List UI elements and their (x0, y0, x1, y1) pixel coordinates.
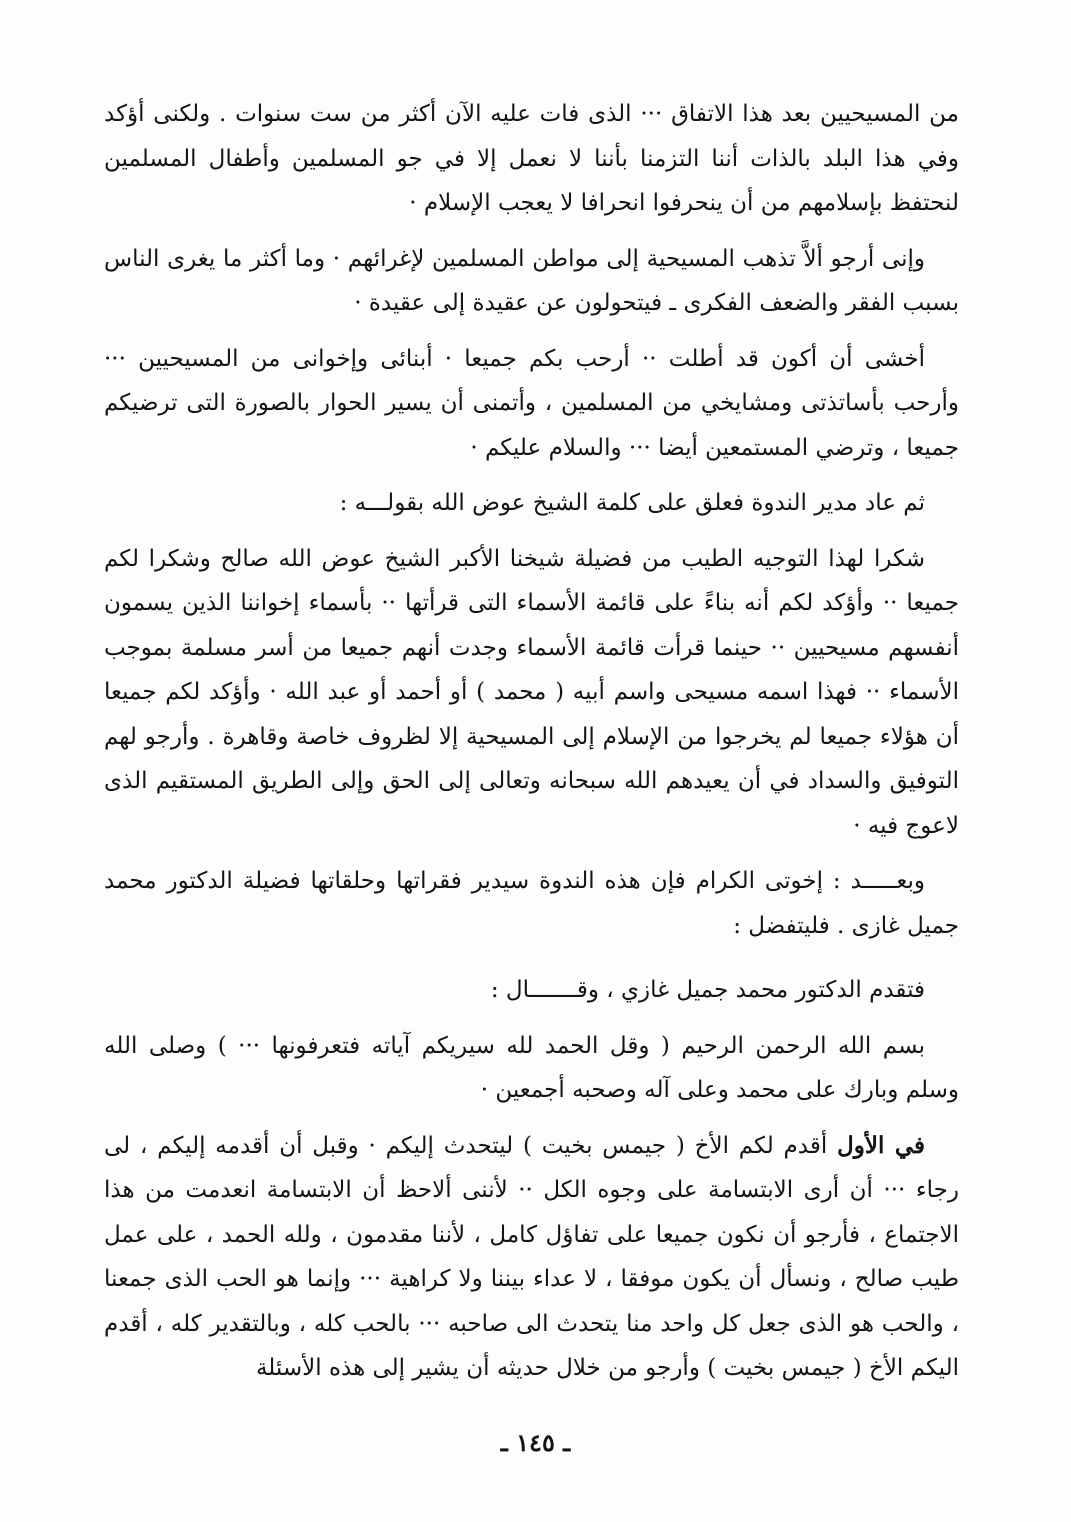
paragraph-9-lead: في الأول (837, 1131, 926, 1159)
paragraph-9-body: أقدم لكم الأخ ( جيمس بخيت ) ليتحدث إليكم · وقبل أن أقدمه إليكم ، لى رجاء ··· أن أرى الابتسامة على وجوه الكل ·· لأننى ألاحظ أن الابتسامة انعدمت من هذا الاجتماع ، فأرجو أن نكون جميعا على تفاؤل كامل ، لأننا مقدمون ، ولله الحمد ، على عمل طيب صالح ، ونسأل أن يكون موفقا ، لا عداء بيننا ولا كراهية ··· وإنما هو الحب الذى جمعنا ، والحب هو الذى جعل كل واحد منا يتحدث الى صاحبه ··· بالحب كله ، وبالتقدير كله ، أقدم اليكم الأخ ( جيمس بخيت ) وأرجو من خلال حديثه أن يشير إلى هذه الأسئلة (104, 1132, 959, 1381)
paragraph-2: وإنى أرجو ألاَّ تذهب المسيحية إلى مواطن المسلمين لإغرائهم · وما أكثر ما يغرى الناس بسبب الفقر والضعف الفكرى ـ فيتحولون عن عقيدة إلى عقيدة · (104, 245, 959, 316)
paragraph-3: أخشى أن أكون قد أطلت ·· أرحب بكم جميعا · أبنائى وإخوانى من المسيحيين ··· وأرحب بأساتذتى ومشايخي من المسلمين ، وأتمنى أن يسير الحوار بالصورة التى ترضيكم جميعا ، وترضي المستمعين أيضا ··· والسلام عليكم · (104, 345, 959, 461)
paragraph-1: من المسيحيين بعد هذا الاتفاق ··· الذى فات عليه الآن أكثر من ست سنوات . ولكنى أؤكد وفي هذا البلد بالذات أننا التزمنا بأننا لا نعمل إلا في جو المسلمين وأطفال المسلمين لنحتفظ بإسلامهم من أن ينحرفوا انحرافا لا يعجب الإسلام · (104, 101, 959, 216)
page-number: ـ ١٤٥ ـ (500, 1428, 571, 1457)
body-text (104, 92, 959, 1402)
paragraph-8: بسم الله الرحمن الرحيم ( وقل الحمد لله سيريكم آياته فتعرفونها ··· ) وصلى الله وسلم وبارك على محمد وعلى آله وصحبه أجمعين · (104, 1032, 959, 1103)
paragraph-6: وبعـــــد : إخوتى الكرام فإن هذه الندوة سيدير فقراتها وحلقاتها فضيلة الدكتور محمد جميل غازى . فليتفضل : (104, 868, 959, 939)
paragraph-5: شكرا لهذا التوجيه الطيب من فضيلة شيخنا الأكبر الشيخ عوض الله صالح وشكرا لكم جميعا ·· وأؤكد لكم أنه بناءً على قائمة الأسماء التى قرأتها ·· بأسماء إخواننا الذين يسمون أنفسهم مسيحيين ·· حينما قرأت قائمة الأسماء وجدت أنهم جميعا من أسر مسلمة بموجب الأسماء ·· فهذا اسمه مسيحى واسم أبيه ( محمد ) أو أحمد أو عبد الله · وأؤكد لكم جميعا أن هؤلاء جميعا لم يخرجوا من الإسلام إلى المسيحية إلا لظروف خاصة وقاهرة . وأرجو لهم التوفيق والسداد في أن يعيدهم الله سبحانه وتعالى إلى الحق وإلى الطريق المستقيم الذى لاعوج فيه · (104, 545, 959, 839)
paragraph-9 (104, 1124, 959, 1391)
paragraph-4: ثم عاد مدير الندوة فعلق على كلمة الشيخ عوض الله بقولـــه : (339, 490, 925, 516)
paragraph-7: فتقدم الدكتور محمد جميل غازي ، وقـــــــال : (490, 977, 925, 1003)
